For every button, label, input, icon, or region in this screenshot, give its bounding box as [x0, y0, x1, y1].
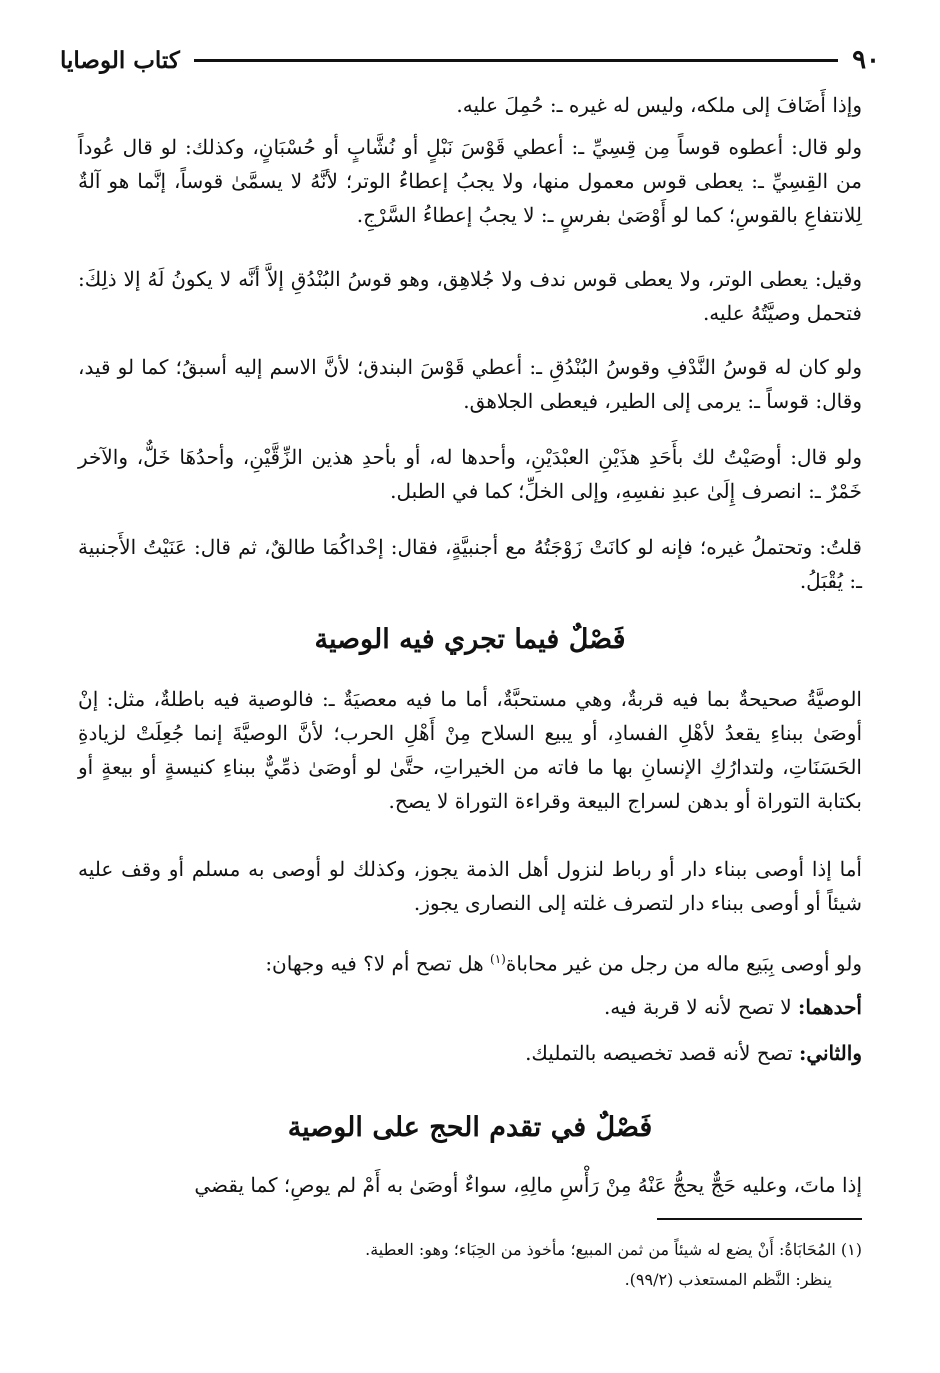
paragraph: الوصيَّةُ صحيحةٌ بما فيه قربةٌ، وهي مستحبَّةٌ، أما ما فيه معصيَةٌ ـ: فالوصية فيه باطلةٌ، مثل: إنْ أوصَىٰ ببناءِ يقعدُ لأهْلِ الفسادِ، أو يبيع السلاح مِنْ أَهْلِ الحرب؛ لأنَّ الوصيَّةَ إنما جُعِلَتْ لزيادةِ الحَسَنَاتِ، ولتدارُكِ الإنسانِ بها ما فاته من الخيراتِ، حتَّىٰ لو أوصَىٰ ذمِّيٌّ ببناءِ كنيسةٍ أو بيعةٍ أو بكتابة التوراة أو بدهن لسراج البيعة وقراءة التوراة لا يصح.: [78, 687, 862, 813]
paragraph: ولو قال: أوصَيْتُ لك بأَحَدِ هذَيْنِ العبْدَيْنِ، وأحدها له، أو بأحدِ هذين الزِّقَّيْنِ، وأحدُهَا خَلٌّ، والآخر خَمْرٌ ـ: انصرف إِلَىٰ عبدِ نفسِهِ، وإلى الخلِّ؛ كما في الطبل.: [78, 445, 862, 503]
paragraph: ولو قال: أعطوه قوساً مِن قِسِيِّ ـ: أعطي قَوْسَ نَبْلٍ أو نُشَّابٍ أو حُسْبَانٍ، وكذلك: لو قال عُوداً من القِسِيِّ ـ: يعطى قوس معمول منها، ولا يجبُ إعطاءُ الوتر؛ لأنَّهُ لا يسمَّىٰ قوساً، إنَّما هو آلةٌ لِلانتفاعِ بالقوسِ؛ كما لو أَوْصَىٰ بفرسٍ ـ: لا يجبُ إعطاءُ السَّرْجِ.: [78, 135, 862, 227]
paragraph: [78, 1036, 862, 1070]
paragraph: [78, 990, 862, 1024]
paragraph-text: لا تصح لأنه لا قربة فيه.: [603, 995, 798, 1019]
header-rule: [194, 59, 838, 62]
footnote-rule: [657, 1218, 862, 1220]
paragraph: وإذا أَضَافَ إلى ملكه، وليس له غيره ـ: حُمِلَ عليه.: [456, 93, 862, 117]
paragraph-text: تصح لأنه قصد تخصيصه بالتمليك.: [525, 1041, 799, 1065]
paragraph-text: هل تصح أم لا؟ فيه وجهان:: [265, 951, 491, 976]
lead-term: أحدهما:: [797, 995, 862, 1019]
page-number: ٩٠: [852, 45, 880, 75]
paragraph: إذا ماتَ، وعليه حَجٌّ يحجُّ عَنْهُ مِنْ رَأْسِ مالِهِ، سواءٌ أوصَىٰ به أَمْ لم يوصِ؛ كما يقضي: [194, 1173, 862, 1197]
section-heading: فَصْلٌ في تقدم الحج على الوصية: [287, 1112, 653, 1143]
section-heading: فَصْلٌ فيما تجري فيه الوصية: [314, 624, 626, 655]
lead-term: والثاني:: [798, 1041, 862, 1065]
paragraph: وقيل: يعطى الوتر، ولا يعطى قوس ندف ولا جُلاهِق، وهو قوسُ البُنْدُقِ إلاَّ أنَّه لا يكونُ لَهُ إلا ذلِكَ: فتحمل وصيَّتُهُ عليه.: [78, 267, 863, 325]
footnote: (١) المُحَابَاةُ: أَنْ يضع له شيئاً من ثمن المبيع؛ مأخوذ من الحِبَاء؛ وهو: العطية.: [365, 1240, 862, 1259]
paragraph: [78, 942, 862, 981]
page-header: [60, 40, 880, 80]
footnote: ينظر: النَّظم المستعذب (٩٩/٢).: [624, 1270, 832, 1289]
footnote-marker: (١): [490, 952, 506, 966]
paragraph: قلتُ: وتحتملُ غيره؛ فإنه لو كانَتْ زَوْجَتُهُ مع أجنبيَّةٍ، فقال: إحْداكُمَا طالقٌ، ثم قال: عَنَيْتُ الأَجنبية ـ: يُقْبَلُ.: [78, 535, 862, 593]
paragraph: أما إذا أوصى ببناء دار أو رباط لنزول أهل الذمة يجوز، وكذلك لو أوصى به مسلم أو وقف عليه شيئاً أو أوصى ببناء دار لتصرف غلته إلى النصارى يجوز.: [78, 857, 862, 915]
paragraph: ولو كان له قوسُ النَّدْفِ وقوسُ البُنْدُقِ ـ: أعطي قَوْسَ البندق؛ لأنَّ الاسم إليه أسبقُ؛ كما لو قيد، وقال: قوساً ـ: يرمى إلى الطير، فيعطى الجلاهق.: [78, 355, 862, 413]
running-title: كتاب الوصايا: [60, 46, 180, 74]
paragraph-text: ولو أوصى بِبَيع ماله من رجل من غير محاباة: [505, 951, 862, 976]
